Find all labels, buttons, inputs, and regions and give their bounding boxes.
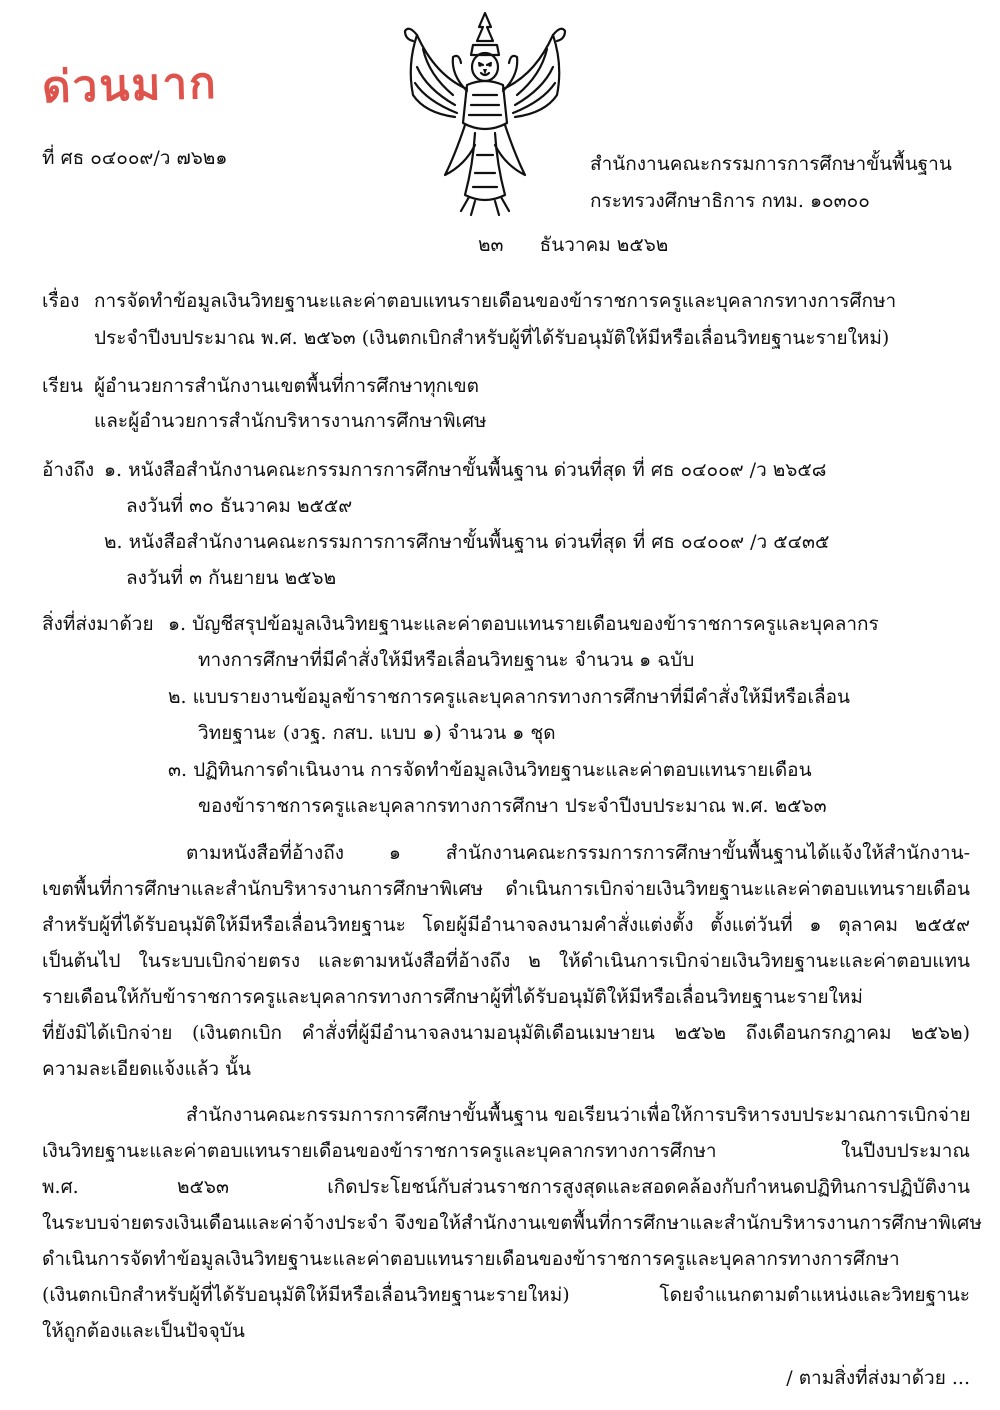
date-day: ๒๓	[478, 234, 504, 256]
paragraph-1-line: รายเดือนให้กับข้าราชการครูและบุคลากรทางการศึกษาผู้ที่ได้รับอนุมัติให้มีหรือเลื่อนวิทยฐานะรายใหม่	[42, 986, 863, 1008]
enclosure-item-2-cont: วิทยฐานะ (งวฐ. กสบ. แบบ ๑) จำนวน ๑ ชุด	[198, 722, 556, 744]
recipient-line-1: ผู้อำนวยการสำนักงานเขตพื้นที่การศึกษาทุกเขต	[94, 375, 479, 397]
enclosure-item-3: ๓. ปฏิทินการดำเนินงาน การจัดทำข้อมูลเงินวิทยฐานะและค่าตอบแทนรายเดือน	[168, 759, 812, 781]
paragraph-2-line: ดำเนินการจัดทำข้อมูลเงินวิทยฐานะและค่าตอบแทนรายเดือนของข้าราชการครูและบุคลากรทางการศึกษา	[42, 1248, 900, 1270]
paragraph-1-line: ที่ยังมิได้เบิกจ่าย (เงินตกเบิก คำสั่งที่ผู้มีอำนาจลงนามอนุมัติเดือนเมษายน ๒๕๖๒ ถึงเดือนกรกฎาคม ๒๕๖๒)	[42, 1022, 970, 1044]
paragraph-2-line: (เงินตกเบิกสำหรับผู้ที่ได้รับอนุมัติให้มีหรือเลื่อนวิทยฐานะรายใหม่) โดยจำแนกตามตำแหน่งและวิทยฐานะ	[42, 1284, 970, 1306]
recipient-line-2: และผู้อำนวยการสำนักบริหารงานการศึกษาพิเศษ	[94, 410, 487, 432]
letter-date	[478, 227, 668, 264]
paragraph-1-line: เป็นต้นไป ในระบบเบิกจ่ายตรง และตามหนังสือที่อ้างถึง ๒ ให้ดำเนินการเบิกจ่ายเงินวิทยฐานะและค่าตอบแทน	[42, 950, 970, 972]
references-label: อ้างถึง	[42, 459, 95, 481]
reference-item-1: ๑. หนังสือสำนักงานคณะกรรมการการศึกษาขั้นพื้นฐาน ด่วนที่สุด ที่ ศธ ๐๔๐๐๙ /ว ๒๖๕๘	[104, 459, 827, 481]
enclosure-item-1: ๑. บัญชีสรุปข้อมูลเงินวิทยฐานะและค่าตอบแทนรายเดือนของข้าราชการครูและบุคลากร	[168, 613, 879, 635]
paragraph-1-line: สำหรับผู้ที่ได้รับอนุมัติให้มีหรือเลื่อนวิทยฐานะ โดยผู้มีอำนาจลงนามคำสั่งแต่งตั้ง ตั้งแต่วันที่ ๑ ตุลาคม ๒๕๕๙	[42, 914, 970, 936]
enclosure-item-1-cont: ทางการศึกษาที่มีคำสั่งให้มีหรือเลื่อนวิทยฐานะ จำนวน ๑ ฉบับ	[198, 649, 695, 671]
issuing-office: สำนักงานคณะกรรมการการศึกษาขั้นพื้นฐาน	[590, 153, 952, 175]
salutation-label: เรียน	[42, 375, 83, 397]
paragraph-2-line: พ.ศ. ๒๕๖๓ เกิดประโยชน์กับส่วนราชการสูงสุดและสอดคล้องกับกำหนดปฏิทินการปฏิบัติงาน	[42, 1176, 970, 1198]
date-month-year: ธันวาคม ๒๕๖๒	[539, 234, 669, 256]
reference-item-1-date: ลงวันที่ ๓๐ ธันวาคม ๒๕๕๙	[126, 495, 353, 517]
subject-label: เรื่อง	[42, 290, 80, 312]
subject-line-2: ประจำปีงบประมาณ พ.ศ. ๒๕๖๓ (เงินตกเบิกสำหรับผู้ที่ได้รับอนุมัติให้มีหรือเลื่อนวิทยฐานะรายใหม่)	[94, 327, 890, 349]
paragraph-2-line: ให้ถูกต้องและเป็นปัจจุบัน	[42, 1320, 245, 1342]
paragraph-1-line: ตามหนังสือที่อ้างถึง ๑ สำนักงานคณะกรรมการการศึกษาขั้นพื้นฐานได้แจ้งให้สำนักงาน-	[186, 842, 970, 864]
garuda-emblem-icon	[395, 5, 575, 220]
paragraph-2-line: เงินวิทยฐานะและค่าตอบแทนรายเดือนของข้าราชการครูและบุคลากรทางการศึกษา ในปีงบประมาณ	[42, 1140, 970, 1162]
enclosure-item-3-cont: ของข้าราชการครูและบุคลากรทางการศึกษา ประจำปีงบประมาณ พ.ศ. ๒๕๖๓	[198, 795, 827, 817]
continuation-note: / ตามสิ่งที่ส่งมาด้วย ...	[786, 1367, 970, 1389]
paragraph-2-line: ในระบบจ่ายตรงเงินเดือนและค่าจ้างประจำ จึงขอให้สำนักงานเขตพื้นที่การศึกษาและสำนักบริหารงานการศึกษาพิเศษ	[42, 1212, 982, 1234]
subject-line-1: การจัดทำข้อมูลเงินวิทยฐานะและค่าตอบแทนรายเดือนของข้าราชการครูและบุคลากรทางการศึกษา	[94, 290, 897, 312]
paragraph-1-line: เขตพื้นที่การศึกษาและสำนักบริหารงานการศึกษาพิเศษ ดำเนินการเบิกจ่ายเงินวิทยฐานะและค่าตอบแทนรายเดือน	[42, 878, 970, 900]
paragraph-2-line: สำนักงานคณะกรรมการการศึกษาขั้นพื้นฐาน ขอเรียนว่าเพื่อให้การบริหารงบประมาณการเบิกจ่าย	[186, 1104, 971, 1126]
enclosure-item-2: ๒. แบบรายงานข้อมูลข้าราชการครูและบุคลากรทางการศึกษาที่มีคำสั่งให้มีหรือเลื่อน	[168, 686, 850, 708]
reference-item-2: ๒. หนังสือสำนักงานคณะกรรมการการศึกษาขั้นพื้นฐาน ด่วนที่สุด ที่ ศธ ๐๔๐๐๙ /ว ๕๔๓๕	[104, 531, 830, 553]
reference-number: ที่ ศธ ๐๔๐๐๙/ว ๗๖๒๑	[42, 147, 228, 169]
enclosures-label: สิ่งที่ส่งมาด้วย	[42, 613, 154, 635]
urgency-stamp: ด่วนมาก	[41, 57, 219, 114]
ministry-address: กระทรวงศึกษาธิการ กทม. ๑๐๓๐๐	[590, 190, 870, 212]
paragraph-1-line: ความละเอียดแจ้งแล้ว นั้น	[42, 1058, 252, 1080]
reference-item-2-date: ลงวันที่ ๓ กันยายน ๒๕๖๒	[126, 567, 337, 589]
